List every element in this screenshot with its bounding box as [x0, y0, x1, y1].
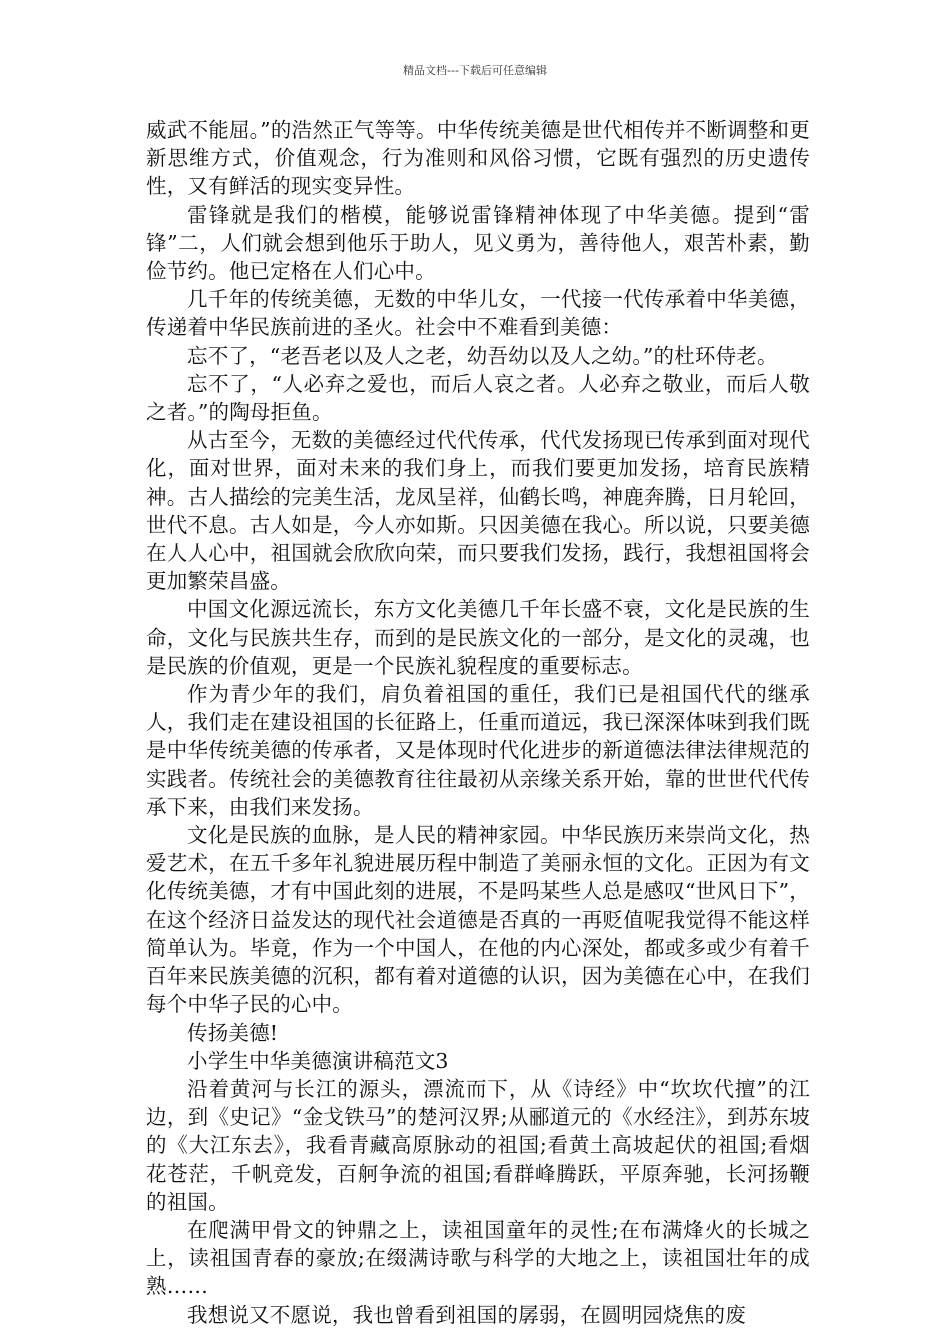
paragraph: 威武不能屈。”的浩然正气等等。中华传统美德是世代相传并不断调整和更新思维方式，价值观念，行为准则和风俗习惯，它既有强烈的历史遗传性，又有鲜活的现实变异性。 — [146, 118, 810, 199]
paragraph: 我想说又不愿说，我也曾看到祖国的孱弱，在圆明园烧焦的废 — [187, 1302, 746, 1327]
paragraph: 忘不了，“人必弃之爱也，而后人哀之者。人必弃之敬业，而后人敬之者。”的陶母拒鱼。 — [146, 371, 810, 425]
section-title: 小学生中华美德演讲稿范文3 — [187, 1048, 449, 1073]
paragraph: 在爬满甲骨文的钟鼎之上，读祖国童年的灵性;在布满烽火的长城之上，读祖国青春的豪放;在缀满诗歌与科学的大地之上，读祖国壮年的成熟…… — [146, 1217, 810, 1299]
paragraph: 雷锋就是我们的楷模，能够说雷锋精神体现了中华美德。提到“雷锋”二，人们就会想到他乐于助人，见义勇为，善待他人，艰苦朴素，勤俭节约。他已定格在人们心中。 — [146, 202, 810, 284]
paragraph: 作为青少年的我们，肩负着祖国的重任，我们已是祖国代代的继承人，我们走在建设祖国的长征路上，任重而道远，我已深深体味到我们既是中华传统美德的传承者，又是体现时代化进步的新道德法律法律规范的实践者。传统社会的美德教育往往最初从亲缘关系开始，靠的世世代代传承下来，由我们来发扬。 — [146, 682, 810, 819]
page-header: 精品文档---下载后可任意编辑 — [403, 64, 547, 77]
document-body — [146, 116, 810, 1329]
paragraph: 中国文化源远流长，东方文化美德几千年长盛不衰，文化是民族的生命，文化与民族共生存，而到的是民族文化的一部分，是文化的灵魂，也是民族的价值观，更是一个民族礼貌程度的重要标志。 — [146, 597, 810, 678]
paragraph: 文化是民族的血脉，是人民的精神家园。中华民族历来崇尚文化，热爱艺术，在五千多年礼貌进展历程中制造了美丽永恒的文化。正因为有文化传统美德，才有中国此刻的进展，不是吗某些人总是感叹“世风日下”，在这个经济日益发达的现代社会道德是否真的一再贬值呢我觉得不能这样简单认为。毕竟，作为一个中国人，在他的内心深处，都或多或少有着千百年来民族美德的沉积，都有着对道德的认识，因为美德在心中，在我们每个中华子民的心中。 — [146, 823, 810, 1017]
paragraph: 沿着黄河与长江的源头，漂流而下，从《诗经》中“坎坎代擅”的江边，到《史记》“金戈铁马”的楚河汉界;从郦道元的《水经注》，到苏东坡的《大江东去》，我看青藏高原脉动的祖国;看黄土高坡起伏的祖国;看烟花苍茫，千帆竞发，百舸争流的祖国;看群峰腾跃，平原奔驰，长河扬鞭的祖国。 — [146, 1076, 810, 1214]
paragraph: 传扬美德! — [187, 1020, 279, 1045]
paragraph: 几千年的传统美德，无数的中华儿女，一代接一代传承着中华美德，传递着中华民族前进的圣火。社会中不难看到美德： — [146, 287, 810, 340]
paragraph: 从古至今，无数的美德经过代代传承，代代发扬现已传承到面对现代化，面对世界，面对未来的我们身上，而我们要更加发扬，培育民族精神。古人描绘的完美生活，龙凤呈祥，仙鹤长鸣，神鹿奔腾，日月轮回，世代不息。古人如是，今人亦如斯。只因美德在我心。所以说，只要美德在人人心中，祖国就会欣欣向荣，而只要我们发扬，践行，我想祖国将会更加繁荣昌盛。 — [146, 428, 810, 594]
paragraph: 忘不了，“老吾老以及人之老，幼吾幼以及人之幼。”的杜环侍老。 — [187, 343, 778, 368]
